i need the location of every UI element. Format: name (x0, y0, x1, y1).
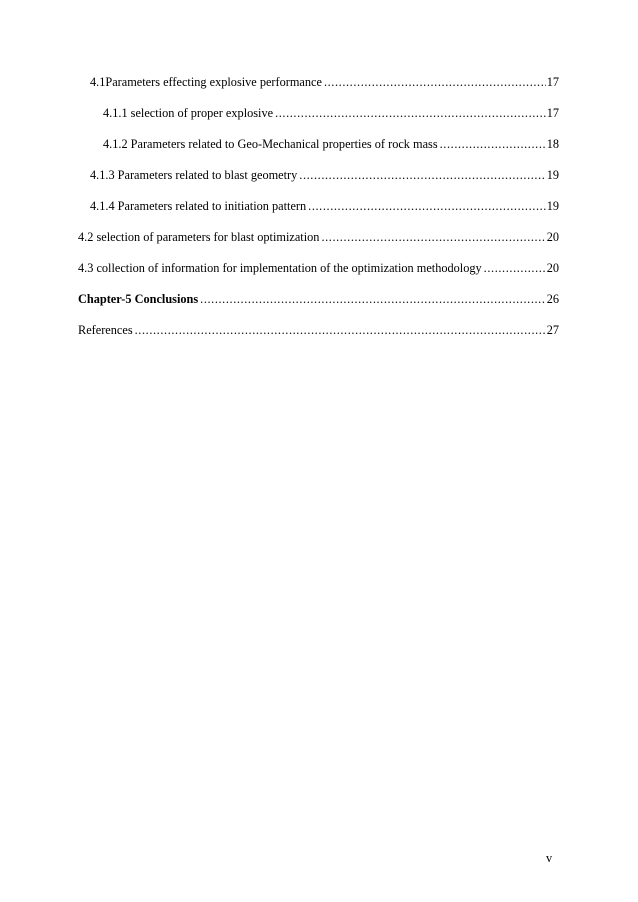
dot-leader (324, 74, 546, 90)
toc-entry-page: 20 (546, 261, 559, 275)
toc-entry-page: 19 (546, 199, 559, 213)
dot-leader (321, 229, 545, 245)
toc-entry-title: Parameters effecting explosive performance (105, 75, 322, 89)
dot-leader (200, 291, 546, 307)
toc-entry-4-1-2[interactable] (78, 136, 559, 152)
toc-entry-page: 17 (546, 75, 559, 89)
toc-entry-title: Chapter-5 Conclusions (78, 292, 199, 306)
dot-leader (484, 260, 546, 276)
dot-leader (440, 136, 546, 152)
toc-entry-page: 27 (546, 323, 559, 337)
toc-entry-page: 19 (546, 168, 559, 182)
toc-entry-number: 4.1 (90, 75, 106, 89)
dot-leader (135, 322, 546, 338)
toc-entry-title: 4.2 selection of parameters for blast optimization (78, 230, 320, 244)
toc-entry-4-2[interactable] (78, 229, 559, 245)
page-number: v (546, 851, 553, 865)
toc-entry-references[interactable] (78, 322, 559, 338)
toc-entry-title: 4.1.2 Parameters related to Geo-Mechanical properties of rock mass (103, 137, 438, 151)
dot-leader (299, 167, 545, 183)
dot-leader (275, 105, 546, 121)
toc-entry-title: References (78, 323, 133, 337)
toc-entry-title: 4.1.4 Parameters related to initiation pattern (90, 199, 307, 213)
toc-entry-page: 20 (546, 230, 559, 244)
toc-entry-page: 17 (546, 106, 559, 120)
toc-entry-page: 26 (546, 292, 559, 306)
toc-entry-4-1-1[interactable] (78, 105, 559, 121)
toc-entry-4-1-3[interactable] (78, 167, 559, 183)
toc-entry-4-1[interactable] (78, 74, 559, 90)
toc-entry-title: 4.3 collection of information for implementation of the optimization methodology (78, 261, 482, 275)
toc-entry-title: 4.1.1 selection of proper explosive (103, 106, 274, 120)
toc-entry-chapter-5[interactable] (78, 291, 559, 307)
toc-entry-4-3[interactable] (78, 260, 559, 276)
dot-leader (308, 198, 546, 214)
toc-entry-title: 4.1.3 Parameters related to blast geometry (90, 168, 298, 182)
toc-entry-4-1-4[interactable] (78, 198, 559, 214)
toc-entry-page: 18 (546, 137, 559, 151)
table-of-contents (78, 74, 559, 338)
